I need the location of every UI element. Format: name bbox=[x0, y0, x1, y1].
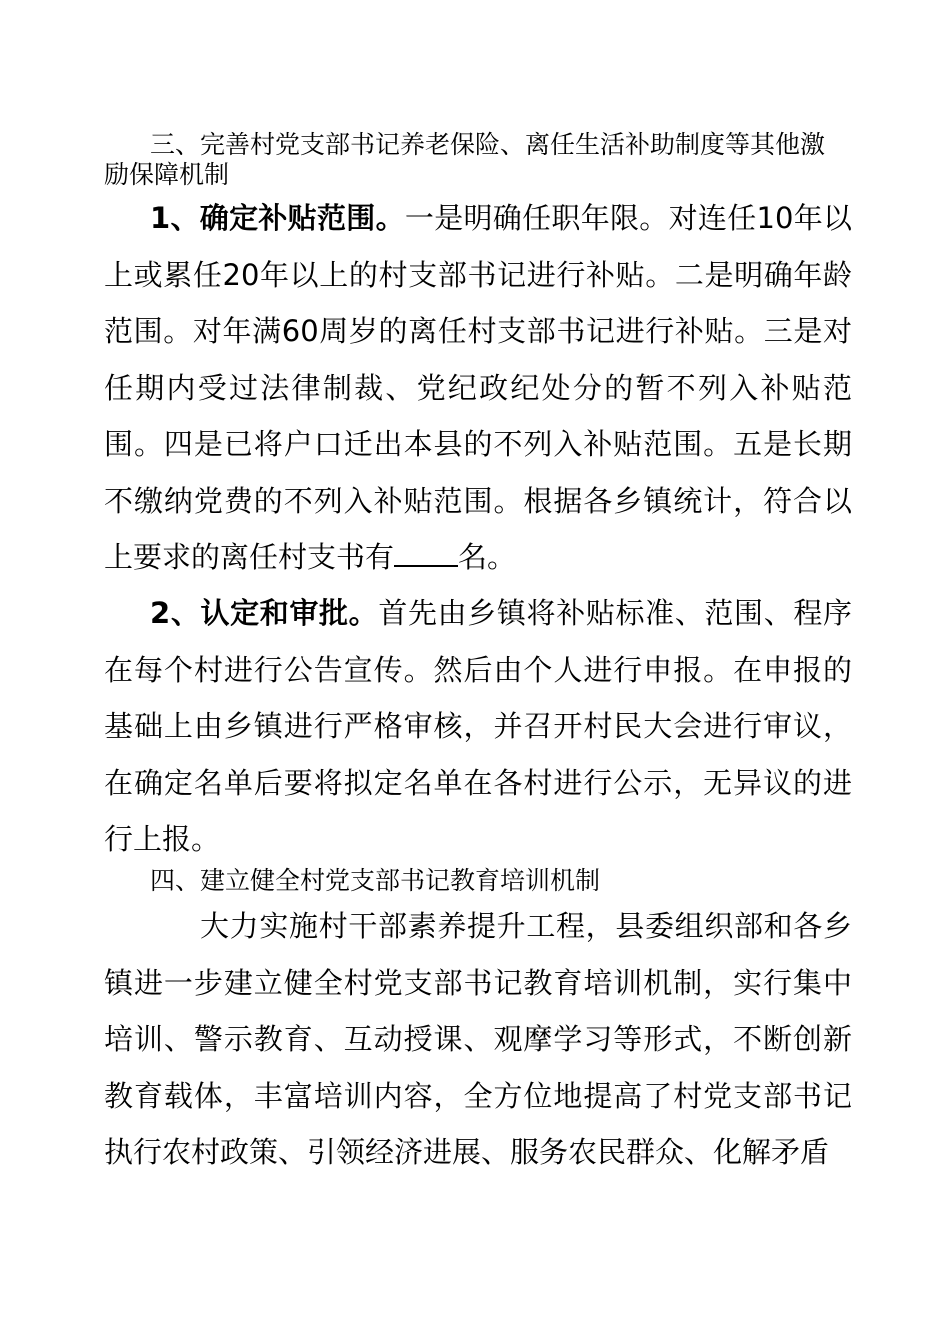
section-4-paragraph: 大力实施村干部素养提升工程，县委组织部和各乡镇进一步建立健全村党支部书记教育培训机制，实行集中培训、警示教育、互动授课、观摩学习等形式，不断创新教育载体，丰富培训内容，全方位地提高了村党支部书记执行农村政策、引领经济进展、服务农民群众、化解矛盾 bbox=[104, 909, 852, 1169]
item-2-text: 首先由乡镇将补贴标准、范围、程序在每个村进行公告宣传。然后由个人进行申报。在申报的基础上由乡镇进行严格审核，并召开村民大会进行审议，在确定名单后要将拟定名单在各村进行公示，无异议的进行上报。 bbox=[104, 596, 852, 856]
section-4-heading: 四、建立健全村党支部书记教育培训机制 bbox=[150, 866, 601, 895]
item-1-text-end: 名。 bbox=[458, 540, 517, 574]
section-3-heading: 三、完善村党支部书记养老保险、离任生活补助制度等其他激励保障机制 bbox=[104, 130, 826, 189]
item-1-title: 1、确定补贴范围。 bbox=[150, 201, 405, 235]
item-1-text: 一是明确任职年限。对连任10年以上或累任20年以上的村支部书记进行补贴。二是明确年龄范围。对年满60周岁的离任村支部书记进行补贴。三是对任期内受过法律制裁、党纪政纪处分的暂不列入补贴范围。四是已将户口迁出本县的不列入补贴范围。五是长期不缴纳党费的不列入补贴范围。根据各乡镇统计，符合以上要求的离任村支书有 bbox=[104, 201, 852, 574]
item-2-title: 2、认定和审批。 bbox=[150, 596, 379, 630]
item-1-paragraph bbox=[104, 190, 852, 586]
item-2-paragraph bbox=[104, 585, 852, 868]
fill-in-blank bbox=[394, 543, 458, 567]
